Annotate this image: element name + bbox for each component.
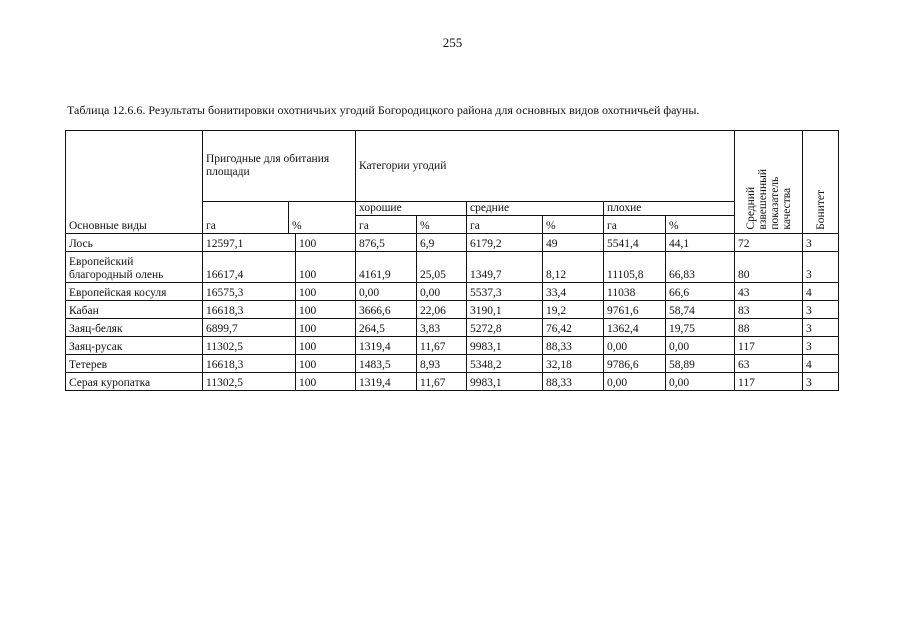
cell-avg: 80: [735, 252, 803, 283]
table-row: [66, 337, 839, 355]
cell-good-ha: 876,5: [356, 234, 417, 252]
cell-poor-pct: 0,00: [666, 337, 735, 355]
cell-bonitet: 3: [803, 337, 839, 355]
header-poor: плохие: [604, 202, 735, 216]
cell-medium-ha: 6179,2: [467, 234, 543, 252]
header-land-categories: Категории угодий: [356, 131, 735, 202]
cell-good-ha: 0,00: [356, 283, 417, 301]
table-row: [66, 301, 839, 319]
cell-good-ha: 1483,5: [356, 355, 417, 373]
cell-bonitet: 4: [803, 283, 839, 301]
cell-medium-pct: 49: [543, 234, 604, 252]
table-row: [66, 319, 839, 337]
cell-poor-ha: 9761,6: [604, 301, 666, 319]
header-medium-ha: га: [467, 216, 543, 234]
cell-good-pct: 0,00: [417, 283, 467, 301]
cell-good-ha: 3666,6: [356, 301, 417, 319]
cell-area-ha: 16575,3: [203, 283, 296, 301]
header-area-units-inner: [203, 202, 355, 233]
cell-area-pct: 100: [296, 337, 356, 355]
cell-area-ha: 16618,3: [203, 355, 296, 373]
cell-medium-pct: 33,4: [543, 283, 604, 301]
header-suitable-area: Пригодные для обитания площади: [203, 131, 356, 202]
cell-area-ha: 6899,7: [203, 319, 296, 337]
header-medium-pct: %: [543, 216, 604, 234]
cell-medium-ha: 5272,8: [467, 319, 543, 337]
header-avg-quality-index: Средний взвешенный показатель качества: [735, 131, 803, 234]
header-species: Основные виды: [66, 131, 203, 234]
header-good-pct: %: [417, 216, 467, 234]
cell-good-pct: 11,67: [417, 337, 467, 355]
cell-poor-pct: 44,1: [666, 234, 735, 252]
cell-poor-pct: 66,6: [666, 283, 735, 301]
cell-poor-ha: 11105,8: [604, 252, 666, 283]
cell-area-pct: 100: [296, 252, 356, 283]
cell-poor-pct: 58,74: [666, 301, 735, 319]
table-caption: Таблица 12.6.6. Результаты бонитировки охотничьих угодий Богородицкого района для основных видов охотничьей фауны.: [67, 103, 700, 117]
cell-good-pct: 3,83: [417, 319, 467, 337]
cell-avg: 72: [735, 234, 803, 252]
cell-good-ha: 1319,4: [356, 337, 417, 355]
header-area-units: [203, 202, 356, 234]
cell-good-pct: 22,06: [417, 301, 467, 319]
cell-bonitet: 3: [803, 252, 839, 283]
cell-species: Кабан: [66, 301, 203, 319]
cell-species: Европейский благородный олень: [66, 252, 203, 283]
cell-medium-ha: 1349,7: [467, 252, 543, 283]
page-number: 255: [442, 35, 463, 50]
cell-avg: 83: [735, 301, 803, 319]
cell-area-ha: 12597,1: [203, 234, 296, 252]
cell-poor-pct: 0,00: [666, 373, 735, 391]
cell-poor-pct: 19,75: [666, 319, 735, 337]
cell-medium-ha: 9983,1: [467, 337, 543, 355]
table-row: [66, 283, 839, 301]
cell-good-ha: 4161,9: [356, 252, 417, 283]
cell-good-pct: 25,05: [417, 252, 467, 283]
cell-medium-ha: 5537,3: [467, 283, 543, 301]
cell-area-pct: 100: [296, 319, 356, 337]
cell-area-pct: 100: [296, 355, 356, 373]
cell-medium-pct: 32,18: [543, 355, 604, 373]
bonitet-table: [65, 130, 839, 391]
header-good: хорошие: [356, 202, 467, 216]
cell-bonitet: 3: [803, 301, 839, 319]
cell-medium-ha: 9983,1: [467, 373, 543, 391]
cell-good-ha: 264,5: [356, 319, 417, 337]
cell-species: Заяц-беляк: [66, 319, 203, 337]
cell-poor-ha: 9786,6: [604, 355, 666, 373]
cell-bonitet: 3: [803, 319, 839, 337]
header-medium: средние: [467, 202, 604, 216]
cell-medium-pct: 88,33: [543, 337, 604, 355]
cell-medium-pct: 19,2: [543, 301, 604, 319]
cell-species: Лось: [66, 234, 203, 252]
table-row: [66, 355, 839, 373]
cell-bonitet: 4: [803, 355, 839, 373]
cell-species: Серая куропатка: [66, 373, 203, 391]
cell-medium-pct: 76,42: [543, 319, 604, 337]
cell-species: Европейская косуля: [66, 283, 203, 301]
cell-species: Тетерев: [66, 355, 203, 373]
header-poor-pct: %: [666, 216, 735, 234]
cell-area-pct: 100: [296, 301, 356, 319]
cell-good-ha: 1319,4: [356, 373, 417, 391]
cell-avg: 88: [735, 319, 803, 337]
cell-medium-ha: 3190,1: [467, 301, 543, 319]
cell-good-pct: 6,9: [417, 234, 467, 252]
cell-medium-pct: 8,12: [543, 252, 604, 283]
cell-avg: 117: [735, 373, 803, 391]
table-row: [66, 373, 839, 391]
cell-bonitet: 3: [803, 234, 839, 252]
table-row: [66, 234, 839, 252]
table-row: [66, 252, 839, 283]
cell-area-ha: 16617,4: [203, 252, 296, 283]
cell-poor-ha: 11038: [604, 283, 666, 301]
cell-area-ha: 11302,5: [203, 373, 296, 391]
cell-good-pct: 11,67: [417, 373, 467, 391]
cell-poor-pct: 58,89: [666, 355, 735, 373]
header-area-ha: га: [206, 220, 216, 232]
cell-area-pct: 100: [296, 283, 356, 301]
cell-bonitet: 3: [803, 373, 839, 391]
cell-avg: 63: [735, 355, 803, 373]
cell-species: Заяц-русак: [66, 337, 203, 355]
cell-poor-ha: 0,00: [604, 373, 666, 391]
header-bonitet: Бонитет: [803, 131, 839, 234]
cell-poor-ha: 0,00: [604, 337, 666, 355]
cell-poor-pct: 66,83: [666, 252, 735, 283]
cell-avg: 117: [735, 337, 803, 355]
cell-poor-ha: 5541,4: [604, 234, 666, 252]
cell-area-ha: 16618,3: [203, 301, 296, 319]
header-area-pct: %: [289, 202, 356, 233]
cell-avg: 43: [735, 283, 803, 301]
cell-poor-ha: 1362,4: [604, 319, 666, 337]
cell-good-pct: 8,93: [417, 355, 467, 373]
cell-area-pct: 100: [296, 373, 356, 391]
cell-medium-pct: 88,33: [543, 373, 604, 391]
cell-area-ha: 11302,5: [203, 337, 296, 355]
cell-medium-ha: 5348,2: [467, 355, 543, 373]
header-good-ha: га: [356, 216, 417, 234]
header-poor-ha: га: [604, 216, 666, 234]
cell-area-pct: 100: [296, 234, 356, 252]
